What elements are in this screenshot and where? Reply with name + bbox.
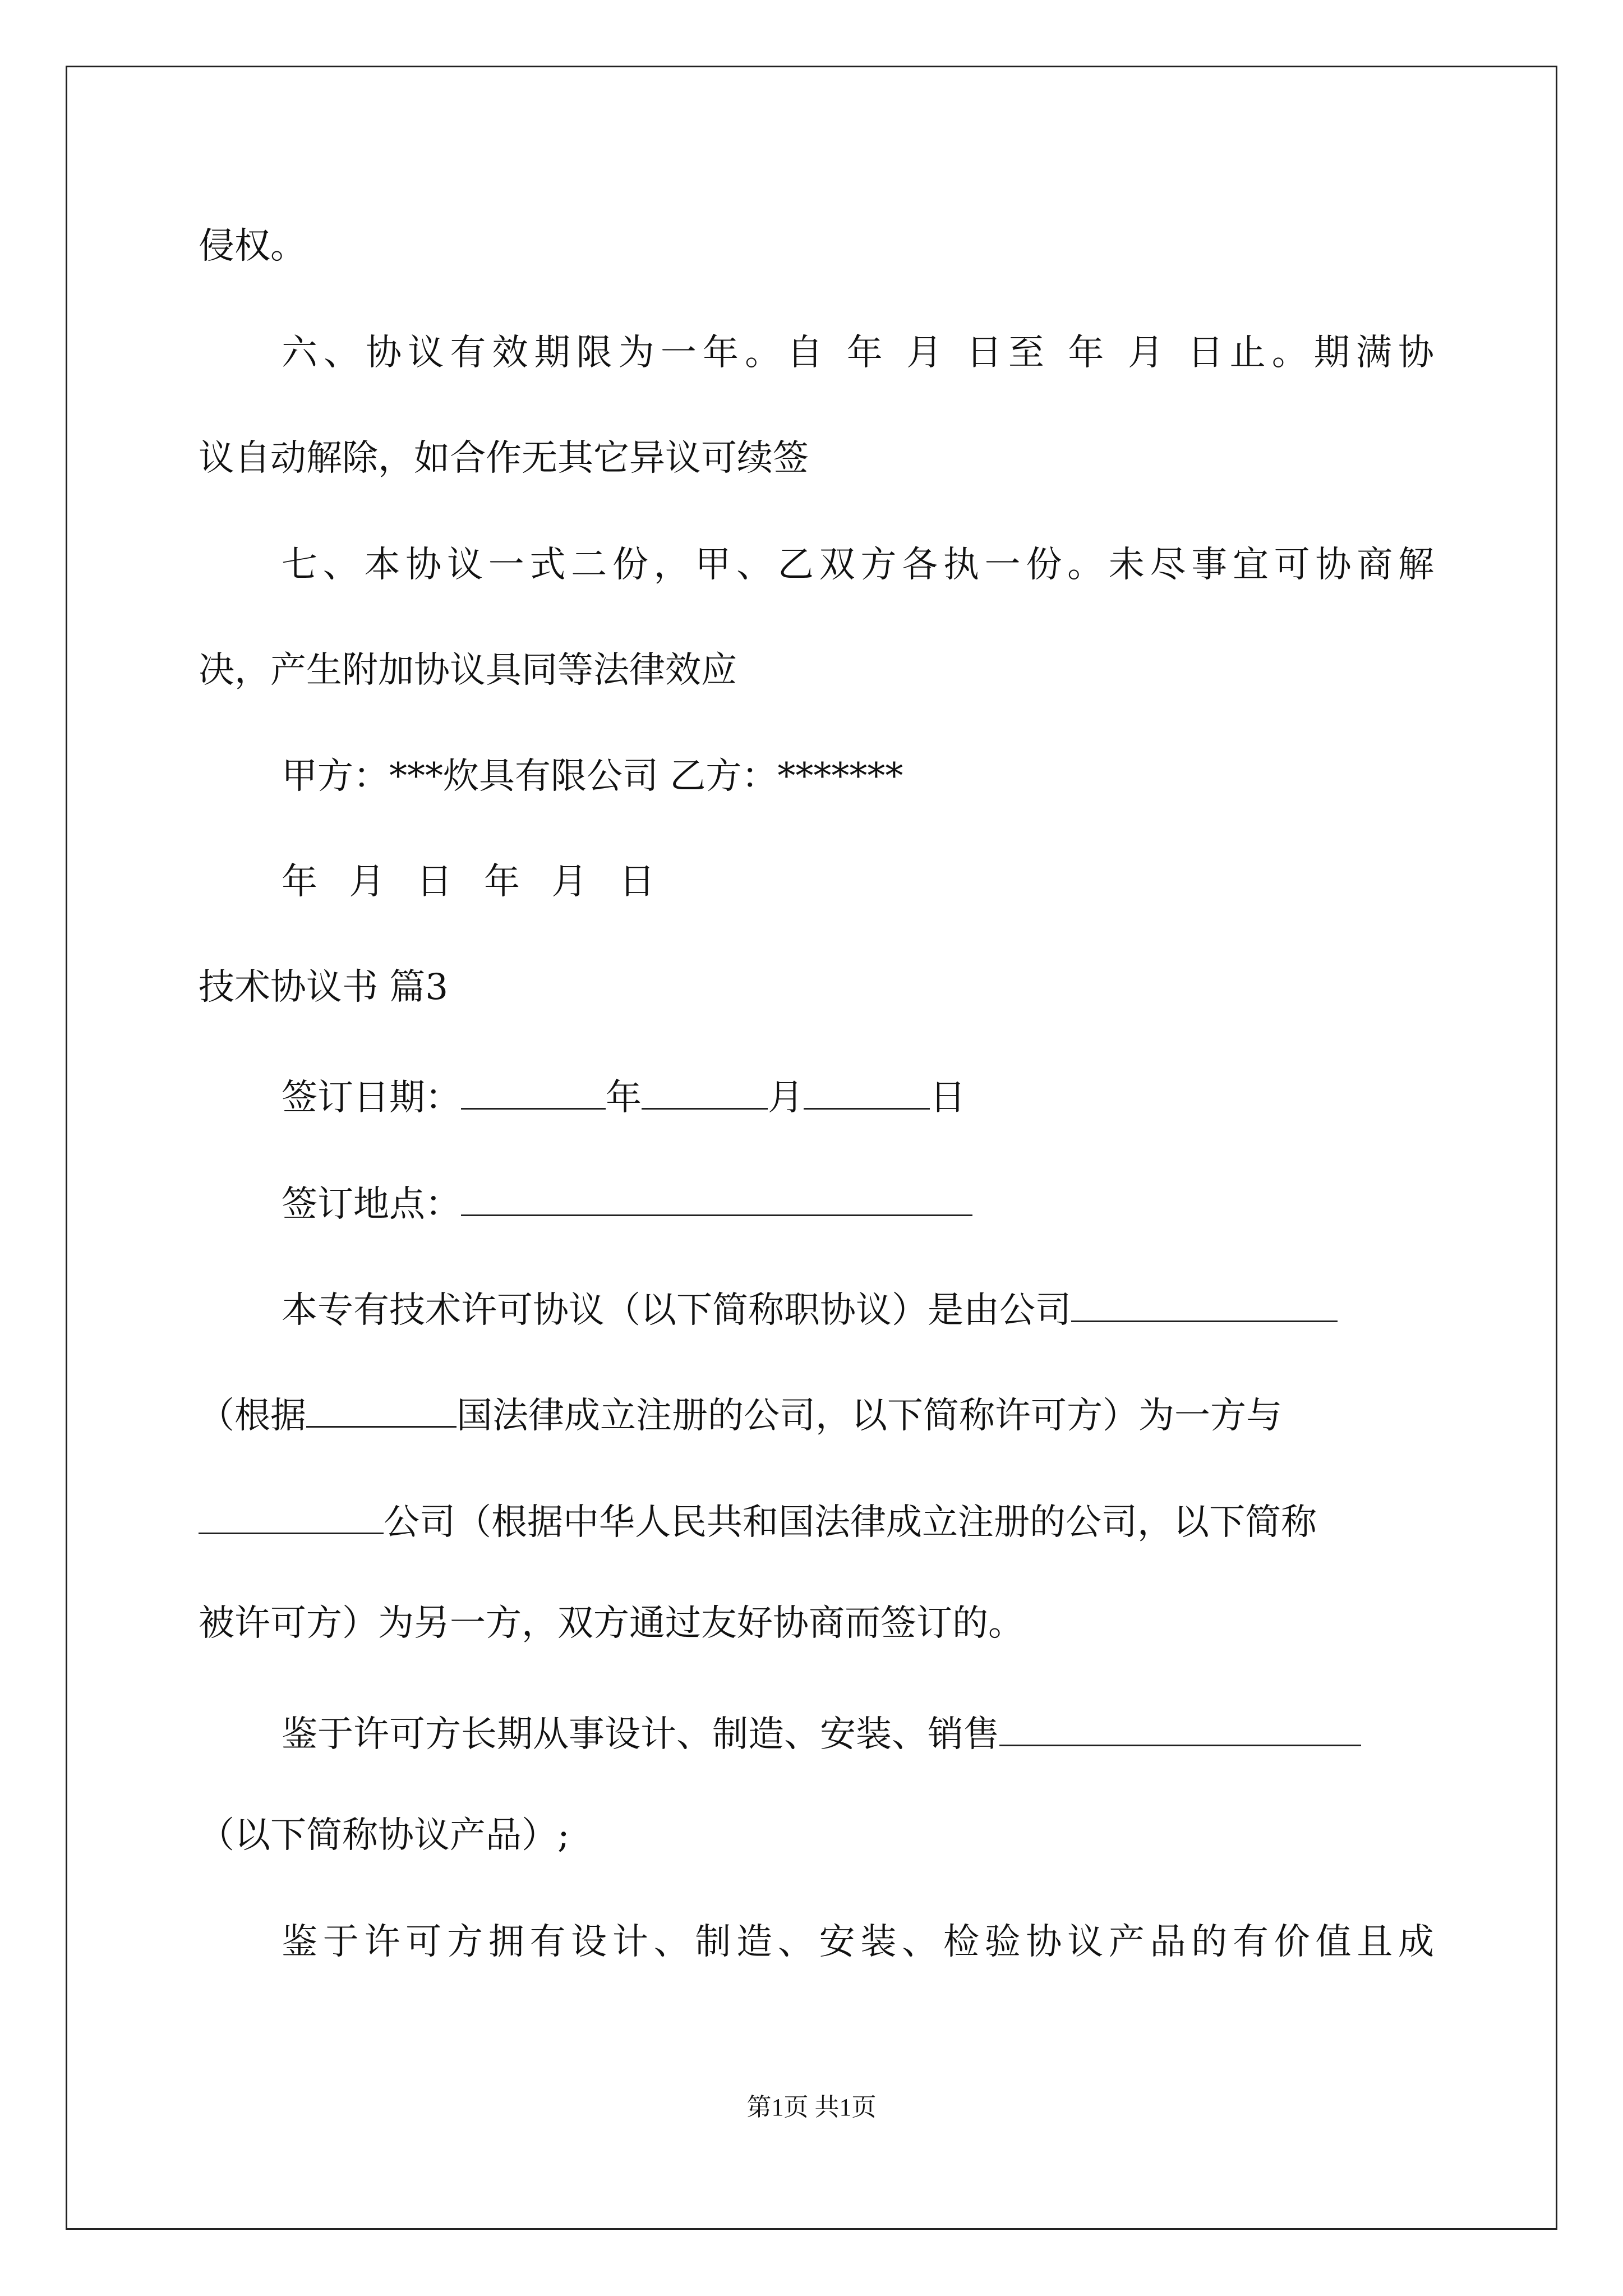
- sign-place-label: 签订地点：: [282, 1184, 461, 1225]
- sign-date-month: 月: [768, 1077, 804, 1119]
- sign-date-year: 年: [606, 1077, 642, 1119]
- sign-date-line: [282, 1075, 966, 1119]
- intro-text-2a: （根据: [199, 1395, 306, 1437]
- intro-line-2: [199, 1393, 1282, 1437]
- intro-text-2b: 国法律成立注册的公司，以下简称许可方）为一方与: [457, 1395, 1282, 1437]
- text-line-1: 侵权。: [199, 226, 306, 267]
- blank-country: [306, 1393, 457, 1428]
- sign-date-label: 签订日期：: [282, 1077, 461, 1119]
- text-line-3: 议自动解除，如合作无其它异议可续签: [199, 438, 809, 479]
- text-line-4: 七、本协议一式二份，甲、乙双方各执一份。未尽事宜可协商解: [282, 544, 1434, 586]
- page-footer: 第1页 共1页: [746, 2093, 877, 2121]
- signature-dates: 年 月 日 年 月 日: [282, 861, 665, 903]
- intro-text-1: 本专有技术许可协议（以下简称职协议）是由公司: [282, 1290, 1071, 1331]
- sign-date-day: 日: [930, 1077, 966, 1119]
- intro-line-1: [282, 1288, 1338, 1331]
- blank-day: [804, 1075, 930, 1110]
- signature-parties: 甲方：***炊具有限公司 乙方：*******: [282, 756, 903, 797]
- whereas1-line-2: （以下简称协议产品）;: [199, 1815, 570, 1856]
- blank-licensee: [199, 1500, 384, 1534]
- text-line-2: 六、协议有效期限为一年。自 年 月 日至 年 月 日止。期满协: [282, 332, 1434, 374]
- whereas2-line-1: 鉴于许可方拥有设计、制造、安装、检验协议产品的有价值且成: [282, 1921, 1434, 1963]
- intro-text-3: 公司（根据中华人民共和国法律成立注册的公司，以下简称: [384, 1502, 1317, 1543]
- blank-licensor: [1071, 1288, 1338, 1322]
- page-border: [66, 66, 1557, 2230]
- blank-product: [999, 1712, 1361, 1746]
- intro-line-4: 被许可方）为另一方，双方通过友好协商而签订的。: [199, 1603, 1024, 1644]
- blank-month: [642, 1075, 768, 1110]
- blank-place: [461, 1182, 972, 1216]
- whereas1-line-1: [282, 1712, 1361, 1755]
- text-line-5: 决，产生附加协议具同等法律效应: [199, 650, 737, 691]
- sign-place-line: [282, 1182, 972, 1225]
- whereas1-text-1: 鉴于许可方长期从事设计、制造、安装、销售: [282, 1714, 999, 1755]
- intro-line-3: [199, 1500, 1317, 1543]
- section-heading: 技术协议书 篇3: [199, 967, 449, 1008]
- blank-year: [461, 1075, 606, 1110]
